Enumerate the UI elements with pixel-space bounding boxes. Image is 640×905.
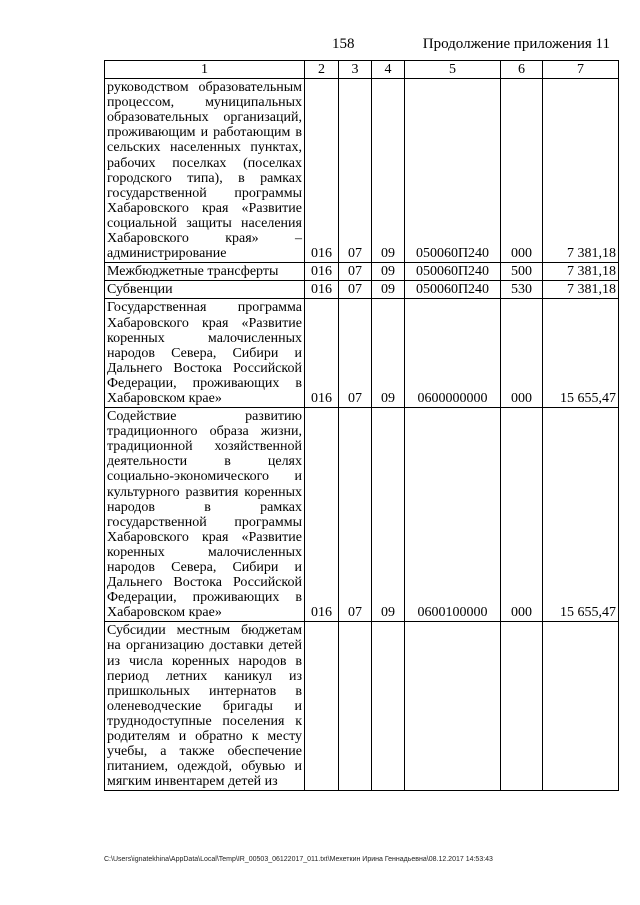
row-code-section <box>339 622 372 791</box>
row-amount: 15 655,47 <box>543 299 619 408</box>
column-header: 4 <box>372 61 405 79</box>
row-code-section: 07 <box>339 263 372 281</box>
budget-table <box>104 60 619 791</box>
row-code-expense-type: 000 <box>501 408 543 622</box>
row-name: Межбюджетные трансферты <box>105 263 305 281</box>
row-code-subsection: 09 <box>372 79 405 263</box>
column-header: 5 <box>405 61 501 79</box>
row-name: Содействие развитию традиционного образа жизни, традиционной хозяйственной деятельности в целях социально-экономического и культурного развития коренных народов в рамках государственной программы Хабаровского края «Развитие коренных малочисленных народов Севера, Сибири и Дальнего Востока Российской Федерации, проживающих в Хабаровском крае» <box>105 408 305 622</box>
row-code-expense-type: 000 <box>501 299 543 408</box>
table-row <box>105 299 619 408</box>
row-code-ministry: 016 <box>305 408 339 622</box>
row-code-subsection <box>372 622 405 791</box>
row-code-ministry: 016 <box>305 281 339 299</box>
row-amount: 15 655,47 <box>543 408 619 622</box>
row-code-target: 050060П240 <box>405 79 501 263</box>
row-code-target: 050060П240 <box>405 281 501 299</box>
row-code-section: 07 <box>339 281 372 299</box>
row-code-ministry: 016 <box>305 299 339 408</box>
appendix-title: Продолжение приложения 11 <box>422 36 610 52</box>
column-header: 2 <box>305 61 339 79</box>
row-amount: 7 381,18 <box>543 281 619 299</box>
column-header: 6 <box>501 61 543 79</box>
row-code-expense-type: 000 <box>501 79 543 263</box>
row-name: Субвенции <box>105 281 305 299</box>
row-code-subsection: 09 <box>372 281 405 299</box>
row-name: Государственная программа Хабаровского края «Развитие коренных малочисленных народов Севера, Сибири и Дальнего Востока Российской Федерации, проживающих в Хабаровском крае» <box>105 299 305 408</box>
row-name: руководством образовательным процессом, муниципальных образовательных организаций, проживающим и работающим в сельских населенных пунктах, рабочих поселках (поселках городского типа), в рамках государственной программы Хабаровского края «Развитие социальной защиты населения Хабаровского края» – администрирование <box>105 79 305 263</box>
table-row <box>105 622 619 791</box>
row-code-section: 07 <box>339 299 372 408</box>
column-header: 3 <box>339 61 372 79</box>
row-code-target: 0600100000 <box>405 408 501 622</box>
row-code-section: 07 <box>339 408 372 622</box>
row-amount: 7 381,18 <box>543 263 619 281</box>
row-code-expense-type: 530 <box>501 281 543 299</box>
row-code-subsection: 09 <box>372 299 405 408</box>
page-number: 158 <box>332 36 355 52</box>
table-row <box>105 79 619 263</box>
row-code-subsection: 09 <box>372 263 405 281</box>
column-header: 7 <box>543 61 619 79</box>
file-path-footer: C:\Users\ignatekhina\AppData\Local\Temp\IR_00503_06122017_011.txt\Мехеткин Ирина Геннадьевна\08.12.2017 14:53:43 <box>104 856 493 863</box>
row-code-section: 07 <box>339 79 372 263</box>
row-code-expense-type: 500 <box>501 263 543 281</box>
table-row <box>105 281 619 299</box>
table-header-row <box>105 61 619 79</box>
row-amount: 7 381,18 <box>543 79 619 263</box>
row-name: Субсидии местным бюджетам на организацию доставки детей из числа коренных народов в период летних каникул из пришкольных интернатов в оленеводческие бригады и труднодоступные поселения к родителям и обратно к месту учебы, а также обеспечение питанием, одеждой, обувью и мягким инвентарем детей из <box>105 622 305 791</box>
row-code-target <box>405 622 501 791</box>
row-code-target: 0600000000 <box>405 299 501 408</box>
table-row <box>105 408 619 622</box>
row-code-ministry: 016 <box>305 263 339 281</box>
column-header: 1 <box>105 61 305 79</box>
row-amount <box>543 622 619 791</box>
table-row <box>105 263 619 281</box>
row-code-ministry: 016 <box>305 79 339 263</box>
row-code-ministry <box>305 622 339 791</box>
row-code-expense-type <box>501 622 543 791</box>
row-code-target: 050060П240 <box>405 263 501 281</box>
row-code-subsection: 09 <box>372 408 405 622</box>
